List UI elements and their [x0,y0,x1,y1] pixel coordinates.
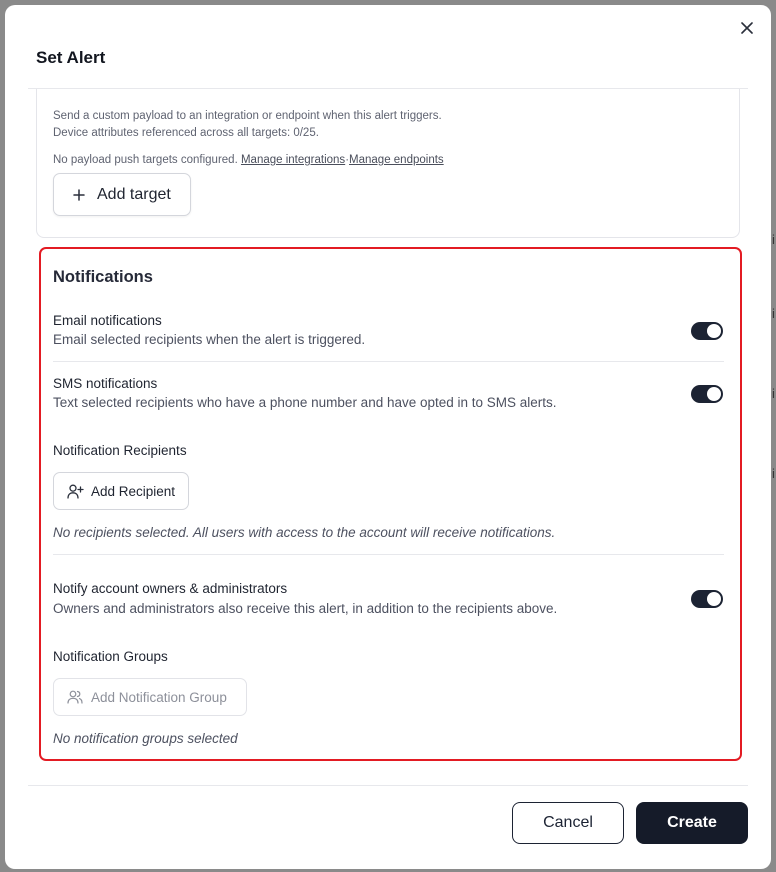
sms-notifications-toggle[interactable] [691,385,723,403]
email-notifications-description: Email selected recipients when the alert is triggered. [53,332,366,347]
user-plus-icon [67,484,84,499]
add-target-label: Add target [97,185,171,203]
notification-recipients-title: Notification Recipients [53,443,187,458]
close-icon [741,21,753,39]
add-notification-group-label: Add Notification Group [91,689,227,705]
toggle-knob [707,324,721,338]
add-recipient-button[interactable] [53,472,189,510]
payload-push-card [36,89,740,238]
background-text-fragment: i [772,306,775,321]
row-divider [53,554,724,555]
email-notifications-label: Email notifications [53,313,162,328]
notifications-section [39,247,742,761]
notify-owners-toggle[interactable] [691,590,723,608]
link-separator: · [345,154,350,166]
add-target-button[interactable] [53,173,191,216]
notification-groups-title: Notification Groups [53,649,168,664]
toggle-knob [707,592,721,606]
create-button[interactable]: Create [636,802,748,844]
manage-endpoints-link[interactable]: Manage endpoints [349,154,444,166]
row-divider [53,361,724,362]
notifications-title: Notifications [53,268,153,286]
users-icon [67,690,83,704]
payload-empty-text: No payload push targets configured. [53,154,238,166]
sms-notifications-label: SMS notifications [53,376,158,391]
notify-owners-description: Owners and administrators also receive this alert, in addition to the recipients above. [53,601,558,616]
close-button[interactable] [736,19,758,41]
attribute-count-text: Device attributes referenced across all targets: 0/25. [53,127,319,139]
background-text-fragment: i [772,386,775,401]
set-alert-modal [5,5,771,869]
manage-integrations-link[interactable]: Manage integrations [240,154,346,166]
background-text-fragment: i [772,232,775,247]
sms-notifications-description: Text selected recipients who have a phone number and have opted in to SMS alerts. [53,395,557,410]
notify-owners-label: Notify account owners & administrators [53,581,288,596]
payload-empty-row [53,154,444,166]
groups-empty-note: No notification groups selected [53,731,238,746]
background-text-fragment: i [772,466,775,481]
toggle-knob [707,387,721,401]
footer-divider [28,785,748,786]
payload-description: Send a custom payload to an integration or endpoint when this alert triggers. [53,110,442,122]
add-notification-group-button[interactable] [53,678,247,716]
plus-icon [73,189,85,201]
email-notifications-toggle[interactable] [691,322,723,340]
modal-title: Set Alert [36,48,106,67]
add-recipient-label: Add Recipient [91,483,176,499]
recipients-empty-note: No recipients selected. All users with access to the account will receive notifications. [53,525,556,540]
cancel-button[interactable]: Cancel [512,802,624,844]
modal-body[interactable] [28,89,748,785]
